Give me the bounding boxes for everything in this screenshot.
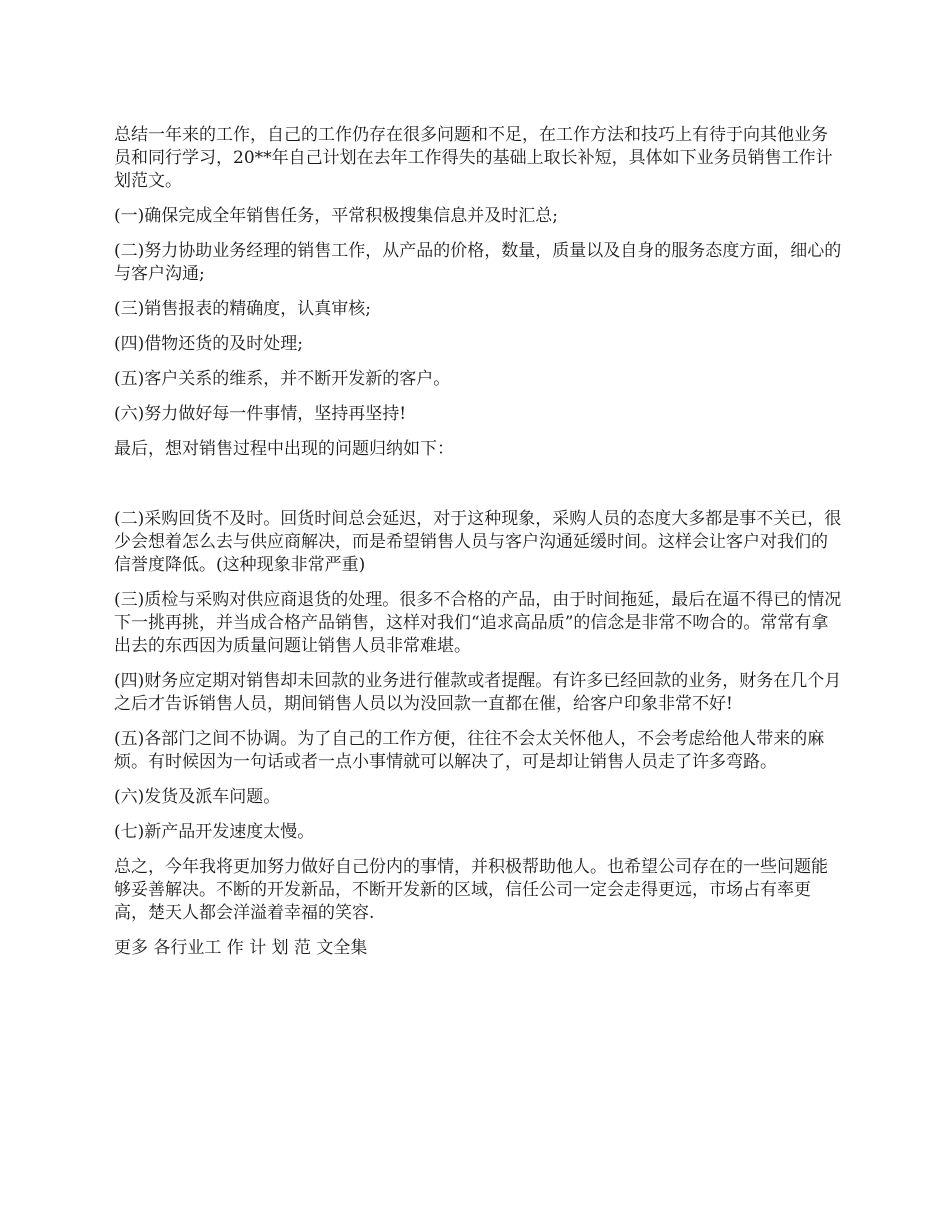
problem-item-4: (四)财务应定期对销售却未回款的业务进行催款或者提醒。有许多已经回款的业务，财务在几个月之后才告诉销售人员，期间销售人员以为没回款一直都在催，给客户印象非常不好! xyxy=(114,671,842,714)
blank-gap xyxy=(114,473,842,508)
conclusion-paragraph: 总之，今年我将更加努力做好自己份内的事情，并积极帮助他人。也希望公司存在的一些问题能够妥善解决。不断的开发新品，不断开发新的区域，信任公司一定会走得更远，市场占有率更高，楚天人都会洋溢着幸福的笑容. xyxy=(114,857,828,923)
problem-item-7: (七)新产品开发速度太慢。 xyxy=(114,822,315,842)
problem-item-5: (五)各部门之间不协调。为了自己的工作方便，往往不会太关怀他人，不会考虑给他人带来的麻烦。有时候因为一句话或者一点小事情就可以解决了，可是却让销售人员走了许多弯路。 xyxy=(114,729,825,772)
list-item-4: (四)借物还货的及时处理; xyxy=(114,334,303,354)
problem-item-3: (三)质检与采购对供应商退货的处理。很多不合格的产品，由于时间拖延，最后在逼不得已的情况下一挑再挑，并当成合格产品销售，这样对我们“追求高品质”的信念是非常不吻合的。常常有拿出去的东西因为质量问题让销售人员非常难堪。 xyxy=(114,590,842,656)
list-item-3: (三)销售报表的精确度，认真审核; xyxy=(114,299,371,319)
list-item-2: (二)努力协助业务经理的销售工作，从产品的价格，数量，质量以及自身的服务态度方面，细心的与客户沟通; xyxy=(114,241,842,284)
document-body xyxy=(114,124,842,972)
list-item-1: (一)确保完成全年销售任务，平常积极搜集信息并及时汇总; xyxy=(114,206,558,226)
problem-item-2: (二)采购回货不及时。回货时间总会延迟，对于这种现象，采购人员的态度大多都是事不关已，很少会想着怎么去与供应商解决，而是希望销售人员与客户沟通延缓时间。这样会让客户对我们的信誉度降低。(这种现象非常严重) xyxy=(114,509,842,575)
problem-item-6: (六)发货及派车问题。 xyxy=(114,787,281,807)
intro-paragraph: 总结一年来的工作，自己的工作仍存在很多问题和不足，在工作方法和技巧上有待于向其他业务员和同行学习，20**年自己计划在去年工作得失的基础上取长补短，具体如下业务员销售工作计划范文。 xyxy=(114,125,833,191)
more-templates-line: 更多 各行业工 作 计 划 范 文全集 xyxy=(114,938,368,958)
list-item-6: (六)努力做好每一件事情，坚持再坚持! xyxy=(114,404,407,424)
list-item-5: (五)客户关系的维系，并不断开发新的客户。 xyxy=(114,369,451,389)
problems-intro: 最后，想对销售过程中出现的问题归纳如下： xyxy=(114,439,454,459)
